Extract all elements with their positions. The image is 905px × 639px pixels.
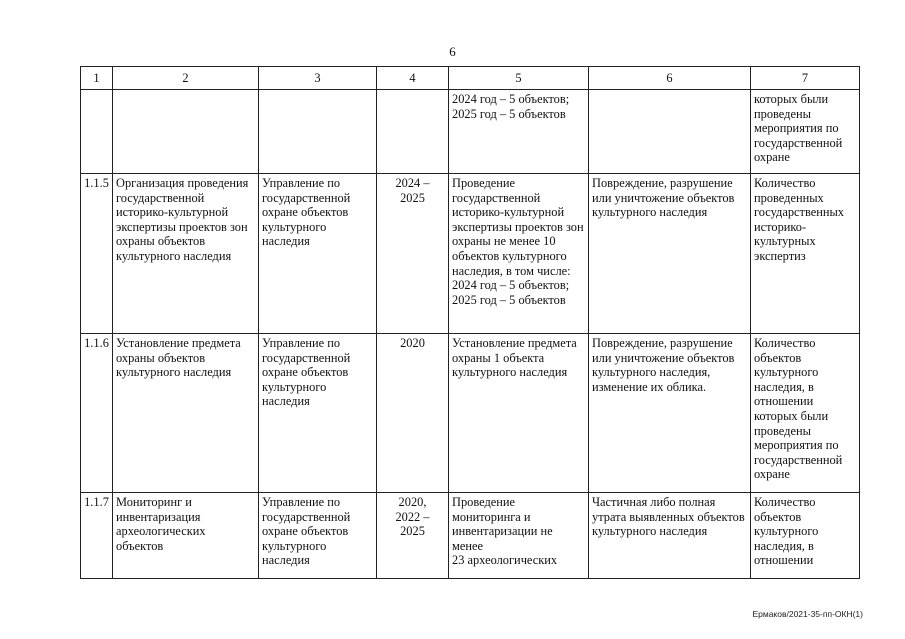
- document-code: Ермаков/2021-35-пп-ОКН(1): [752, 609, 863, 619]
- result-cell: Проведение государственной историко-культурной экспертизы проектов зон охраны не менее 10 объектов культурного наследия, в том числе: 2024 год – 5 объектов; 2025 год – 5 объектов: [449, 174, 589, 334]
- header-cell: 3: [259, 67, 377, 90]
- responsible-cell: Управление по государственной охране объектов культурного наследия: [259, 334, 377, 493]
- activity-cell: Мониторинг и инвентаризация археологических объектов: [113, 493, 259, 579]
- row-number: 1.1.5: [81, 174, 113, 334]
- responsible-cell: Управление по государственной охране объектов культурного наследия: [259, 493, 377, 579]
- header-cell: 7: [751, 67, 860, 90]
- activity-cell: [113, 90, 259, 174]
- indicator-cell: которых были проведены мероприятия по государственной охране: [751, 90, 860, 174]
- risk-cell: Частичная либо полная утрата выявленных объектов культурного наследия: [589, 493, 751, 579]
- indicator-cell: Количество проведенных государственных историко-культурных экспертиз: [751, 174, 860, 334]
- header-cell: 4: [377, 67, 449, 90]
- header-cell: 5: [449, 67, 589, 90]
- responsible-cell: [259, 90, 377, 174]
- header-cell: 1: [81, 67, 113, 90]
- result-cell: Проведение мониторинга и инвентаризации не менее 23 археологических: [449, 493, 589, 579]
- indicator-cell: Количество объектов культурного наследия, в отношении которых были проведены мероприятия по государственной охране: [751, 334, 860, 493]
- row-number: [81, 90, 113, 174]
- table-row: [81, 334, 860, 493]
- table-row: [81, 493, 860, 579]
- activity-cell: Установление предмета охраны объектов культурного наследия: [113, 334, 259, 493]
- program-table: [80, 66, 860, 579]
- period-cell: 2024 – 2025: [377, 174, 449, 334]
- period-cell: 2020, 2022 – 2025: [377, 493, 449, 579]
- header-cell: 6: [589, 67, 751, 90]
- header-row: [81, 67, 860, 90]
- result-cell: Установление предмета охраны 1 объекта культурного наследия: [449, 334, 589, 493]
- header-cell: 2: [113, 67, 259, 90]
- period-cell: [377, 90, 449, 174]
- row-number: 1.1.7: [81, 493, 113, 579]
- result-cell: 2024 год – 5 объектов; 2025 год – 5 объектов: [449, 90, 589, 174]
- row-number: 1.1.6: [81, 334, 113, 493]
- table-row: [81, 174, 860, 334]
- risk-cell: Повреждение, разрушение или уничтожение объектов культурного наследия: [589, 174, 751, 334]
- risk-cell: Повреждение, разрушение или уничтожение объектов культурного наследия, изменение их облика.: [589, 334, 751, 493]
- table-row: [81, 90, 860, 174]
- indicator-cell: Количество объектов культурного наследия, в отношении: [751, 493, 860, 579]
- risk-cell: [589, 90, 751, 174]
- responsible-cell: Управление по государственной охране объектов культурного наследия: [259, 174, 377, 334]
- activity-cell: Организация проведения государственной историко-культурной экспертизы проектов зон охраны объектов культурного наследия: [113, 174, 259, 334]
- period-cell: 2020: [377, 334, 449, 493]
- page-number: 6: [449, 44, 456, 59]
